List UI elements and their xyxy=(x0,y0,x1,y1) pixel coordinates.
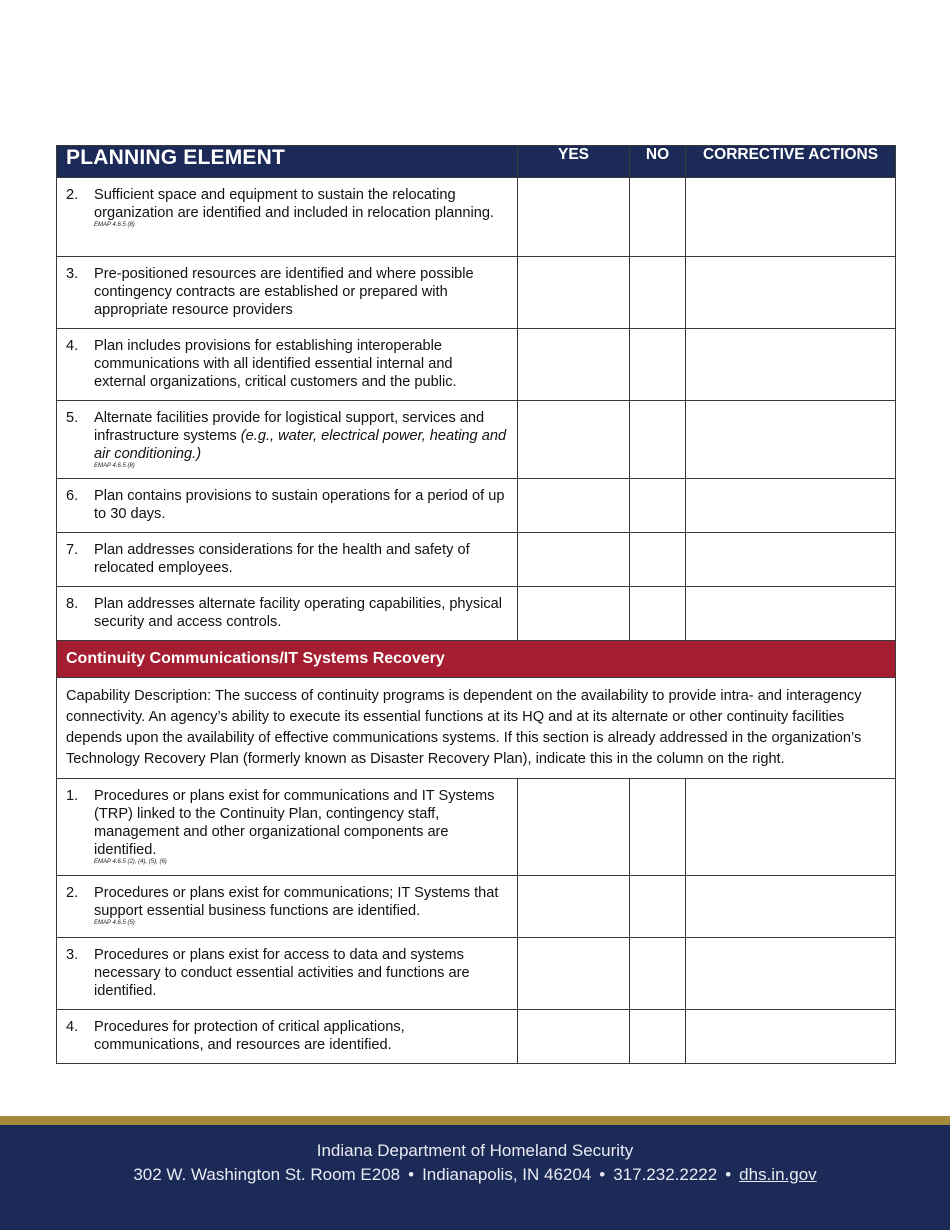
item-number: 6. xyxy=(66,488,79,504)
item-number: 3. xyxy=(66,947,79,963)
item-number: 4. xyxy=(66,1019,79,1035)
no-cell[interactable] xyxy=(630,329,686,401)
yes-cell[interactable] xyxy=(518,938,630,1010)
item-number: 7. xyxy=(66,542,79,558)
item-number: 1. xyxy=(66,788,79,804)
item-number: 5. xyxy=(66,410,79,426)
corrective-actions-cell[interactable] xyxy=(686,1010,896,1064)
yes-cell[interactable] xyxy=(518,178,630,257)
table-row xyxy=(57,329,896,401)
item-number: 8. xyxy=(66,596,79,612)
item-number: 4. xyxy=(66,338,79,354)
no-cell[interactable] xyxy=(630,533,686,587)
no-header: NO xyxy=(630,146,686,178)
yes-cell[interactable] xyxy=(518,257,630,329)
table-row xyxy=(57,587,896,641)
emap-reference: EMAP 4.6.5 (5) xyxy=(94,920,135,926)
corrective-actions-cell[interactable] xyxy=(686,587,896,641)
no-cell[interactable] xyxy=(630,178,686,257)
item-text: Procedures or plans exist for access to data and systems necessary to conduct essential activities and functions are identified. xyxy=(94,947,470,999)
yes-header: YES xyxy=(518,146,630,178)
yes-cell[interactable] xyxy=(518,479,630,533)
corrective-actions-cell[interactable] xyxy=(686,178,896,257)
corrective-actions-cell[interactable] xyxy=(686,876,896,938)
no-cell[interactable] xyxy=(630,938,686,1010)
item-text-italic: (e.g., water, electrical power, heating and air conditioning.) xyxy=(94,428,507,462)
footer-address: 302 W. Washington St. Room E208 xyxy=(133,1165,401,1184)
section-title: Continuity Communications/IT Systems Recovery xyxy=(57,641,896,678)
section-description-row xyxy=(57,678,896,779)
table-row xyxy=(57,479,896,533)
yes-cell[interactable] xyxy=(518,401,630,479)
item-text: Procedures or plans exist for communications; IT Systems that support essential business functions are identified. xyxy=(94,885,499,919)
corrective-actions-cell[interactable] xyxy=(686,329,896,401)
corrective-actions-cell[interactable] xyxy=(686,479,896,533)
no-cell[interactable] xyxy=(630,401,686,479)
footer-website-link[interactable]: dhs.in.gov xyxy=(739,1165,817,1184)
corrective-actions-cell[interactable] xyxy=(686,533,896,587)
footer xyxy=(0,1116,950,1230)
table-row xyxy=(57,779,896,876)
table-row xyxy=(57,257,896,329)
table-row xyxy=(57,1010,896,1064)
planning-table xyxy=(56,145,896,1064)
capability-description: Capability Description: The success of continuity programs is dependent on the availability to provide intra- and interagency connectivity. An agency’s ability to execute its essential functions at its HQ and at its alternate or other continuity facilities depends upon the availability of effective communications systems. If this section is already addressed in the organization’s Technology Recovery Plan (formerly known as Disaster Recovery Plan), indicate this in the column on the right. xyxy=(57,678,896,779)
item-text: Alternate facilities provide for logistical support, services and infrastructure systems xyxy=(94,410,485,444)
section-header-row xyxy=(57,641,896,678)
bullet-separator: • xyxy=(599,1165,606,1184)
corrective-actions-cell[interactable] xyxy=(686,401,896,479)
table-row xyxy=(57,876,896,938)
bullet-separator: • xyxy=(408,1165,415,1184)
bullet-separator: • xyxy=(725,1165,732,1184)
yes-cell[interactable] xyxy=(518,779,630,876)
yes-cell[interactable] xyxy=(518,876,630,938)
corrective-actions-cell[interactable] xyxy=(686,938,896,1010)
yes-cell[interactable] xyxy=(518,587,630,641)
item-text: Plan addresses alternate facility operating capabilities, physical security and access controls. xyxy=(94,596,503,630)
footer-city: Indianapolis, IN 46204 xyxy=(422,1165,592,1184)
no-cell[interactable] xyxy=(630,876,686,938)
corrective-actions-cell[interactable] xyxy=(686,779,896,876)
corrective-actions-cell[interactable] xyxy=(686,257,896,329)
no-cell[interactable] xyxy=(630,587,686,641)
table-row xyxy=(57,178,896,257)
item-number: 2. xyxy=(66,187,79,203)
item-text: Plan includes provisions for establishing interoperable communications with all identified essential internal and external organizations, critical customers and the public. xyxy=(94,338,457,390)
planning-element-header: PLANNING ELEMENT xyxy=(57,146,518,178)
footer-phone: 317.232.2222 xyxy=(613,1165,718,1184)
table-row xyxy=(57,938,896,1010)
item-text: Procedures or plans exist for communications and IT Systems (TRP) linked to the Continuity Plan, contingency staff, management and other organizational components are identified. xyxy=(94,788,495,858)
yes-cell[interactable] xyxy=(518,533,630,587)
table-header-row xyxy=(57,146,896,178)
item-number: 3. xyxy=(66,266,79,282)
emap-reference: EMAP 4.6.5 (8) xyxy=(94,222,135,228)
item-text: Plan addresses considerations for the health and safety of relocated employees. xyxy=(94,542,470,576)
footer-org-name: Indiana Department of Homeland Security xyxy=(316,1141,634,1160)
item-text: Pre-positioned resources are identified and where possible contingency contracts are established or prepared with appropriate resource providers xyxy=(94,266,474,318)
no-cell[interactable] xyxy=(630,779,686,876)
item-number: 2. xyxy=(66,885,79,901)
yes-cell[interactable] xyxy=(518,1010,630,1064)
corrective-actions-header: CORRECTIVE ACTIONS xyxy=(686,146,896,178)
item-text: Procedures for protection of critical applications, communications, and resources are identified. xyxy=(94,1019,405,1053)
no-cell[interactable] xyxy=(630,257,686,329)
item-text: Plan contains provisions to sustain operations for a period of up to 30 days. xyxy=(94,488,505,522)
table-row xyxy=(57,533,896,587)
item-text: Sufficient space and equipment to sustain the relocating organization are identified and included in relocation planning. xyxy=(94,187,494,221)
checklist xyxy=(56,145,895,1064)
emap-reference: EMAP 4.6.5 (2), (4), (5), (6) xyxy=(94,859,167,865)
no-cell[interactable] xyxy=(630,479,686,533)
no-cell[interactable] xyxy=(630,1010,686,1064)
emap-reference: EMAP 4.6.5 (8) xyxy=(94,463,135,469)
footer-contact-line xyxy=(0,1165,950,1185)
table-row xyxy=(57,401,896,479)
yes-cell[interactable] xyxy=(518,329,630,401)
footer-gold-stripe xyxy=(0,1116,950,1125)
